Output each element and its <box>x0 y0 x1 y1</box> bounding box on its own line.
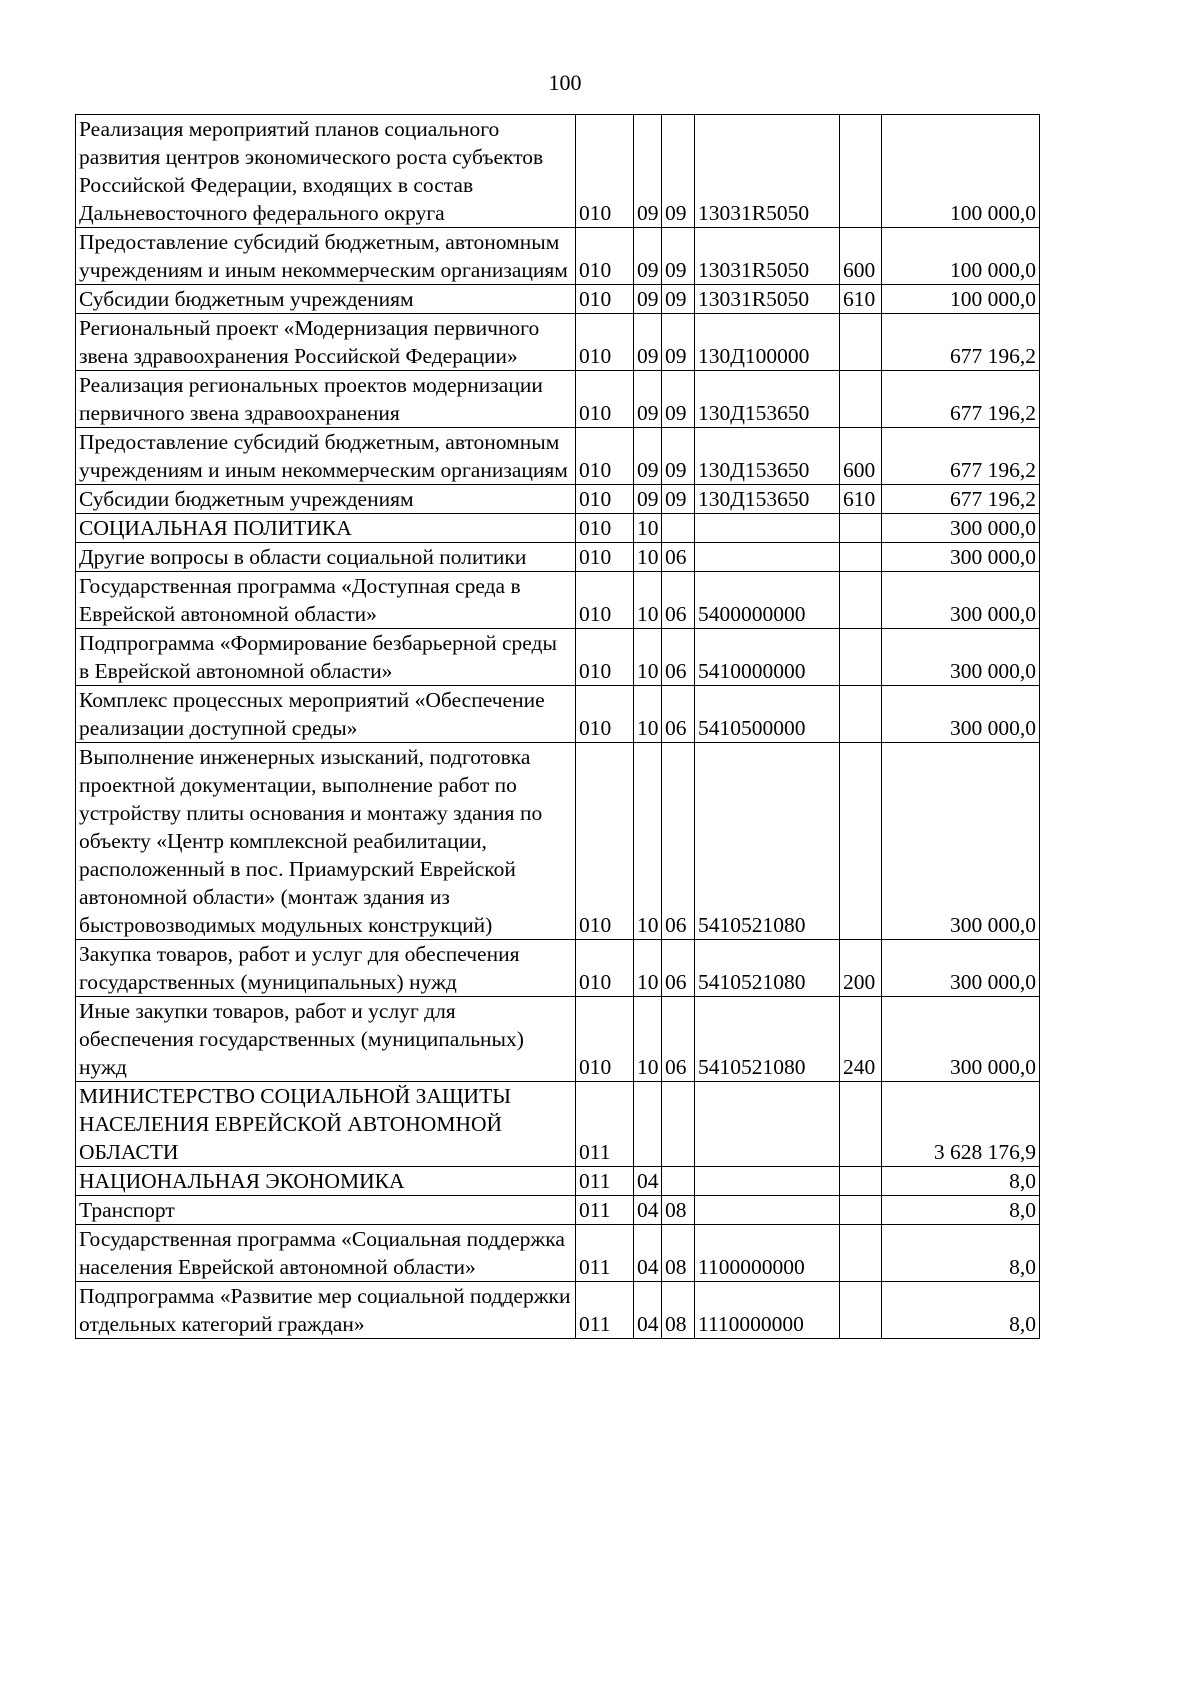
row-code: 010 <box>576 997 634 1082</box>
row-target-article: 5400000000 <box>695 572 840 629</box>
row-target-article: 130Д100000 <box>695 314 840 371</box>
row-subsection: 06 <box>662 997 695 1082</box>
row-expense-type <box>840 743 882 940</box>
row-amount: 300 000,0 <box>882 572 1040 629</box>
table-row <box>76 629 1040 686</box>
row-subsection: 06 <box>662 629 695 686</box>
row-section: 10 <box>634 686 662 743</box>
table-row <box>76 1082 1040 1167</box>
table-row <box>76 940 1040 997</box>
table-row <box>76 997 1040 1082</box>
budget-table-body <box>76 115 1040 1339</box>
row-section: 10 <box>634 743 662 940</box>
row-code: 010 <box>576 115 634 228</box>
row-subsection <box>662 1167 695 1196</box>
row-section: 09 <box>634 228 662 285</box>
row-code: 011 <box>576 1196 634 1225</box>
row-subsection: 06 <box>662 686 695 743</box>
row-subsection: 09 <box>662 371 695 428</box>
table-row <box>76 314 1040 371</box>
row-expense-type <box>840 1225 882 1282</box>
table-row <box>76 686 1040 743</box>
table-row <box>76 543 1040 572</box>
row-name: СОЦИАЛЬНАЯ ПОЛИТИКА <box>76 514 576 543</box>
table-row <box>76 228 1040 285</box>
row-section: 09 <box>634 314 662 371</box>
table-row <box>76 428 1040 485</box>
table-row <box>76 572 1040 629</box>
row-amount: 300 000,0 <box>882 514 1040 543</box>
table-row <box>76 514 1040 543</box>
row-amount: 100 000,0 <box>882 228 1040 285</box>
row-expense-type: 240 <box>840 997 882 1082</box>
row-amount: 300 000,0 <box>882 629 1040 686</box>
row-target-article: 130Д153650 <box>695 371 840 428</box>
table-row <box>76 371 1040 428</box>
row-name: Иные закупки товаров, работ и услуг для обеспечения государственных (муниципальных) нужд <box>76 997 576 1082</box>
row-name: Выполнение инженерных изысканий, подготовка проектной документации, выполнение работ по устройству плиты основания и монтажу здания по объекту «Центр комплексной реабилитации, расположенный в пос. Приамурский Еврейской автономной области» (монтаж здания из быстровозводимых модульных конструкций) <box>76 743 576 940</box>
row-expense-type <box>840 572 882 629</box>
page-number: 100 <box>548 70 582 95</box>
row-subsection: 09 <box>662 314 695 371</box>
row-code: 010 <box>576 485 634 514</box>
row-name: Субсидии бюджетным учреждениям <box>76 285 576 314</box>
row-section: 09 <box>634 115 662 228</box>
row-subsection: 08 <box>662 1196 695 1225</box>
row-target-article: 13031R5050 <box>695 228 840 285</box>
row-name: Государственная программа «Социальная поддержка населения Еврейской автономной области» <box>76 1225 576 1282</box>
row-code: 011 <box>576 1082 634 1167</box>
row-target-article: 5410500000 <box>695 686 840 743</box>
row-target-article <box>695 514 840 543</box>
row-code: 011 <box>576 1225 634 1282</box>
row-section: 09 <box>634 371 662 428</box>
row-subsection: 08 <box>662 1225 695 1282</box>
row-amount: 8,0 <box>882 1225 1040 1282</box>
row-amount: 300 000,0 <box>882 940 1040 997</box>
row-name: Реализация мероприятий планов социального развития центров экономического роста субъектов Российской Федерации, входящих в состав Дальневосточного федерального округа <box>76 115 576 228</box>
table-row <box>76 1196 1040 1225</box>
row-code: 010 <box>576 228 634 285</box>
row-target-article: 130Д153650 <box>695 428 840 485</box>
row-section: 04 <box>634 1282 662 1339</box>
row-section: 09 <box>634 428 662 485</box>
row-target-article: 130Д153650 <box>695 485 840 514</box>
row-amount: 677 196,2 <box>882 314 1040 371</box>
row-target-article: 5410000000 <box>695 629 840 686</box>
row-expense-type: 610 <box>840 485 882 514</box>
row-name: Подпрограмма «Формирование безбарьерной среды в Еврейской автономной области» <box>76 629 576 686</box>
row-amount: 677 196,2 <box>882 485 1040 514</box>
row-subsection: 09 <box>662 485 695 514</box>
row-section: 04 <box>634 1196 662 1225</box>
row-name: Субсидии бюджетным учреждениям <box>76 485 576 514</box>
row-target-article: 1110000000 <box>695 1282 840 1339</box>
row-expense-type <box>840 514 882 543</box>
row-name: Предоставление субсидий бюджетным, автономным учреждениям и иным некоммерческим организациям <box>76 228 576 285</box>
row-target-article: 13031R5050 <box>695 285 840 314</box>
row-name: МИНИСТЕРСТВО СОЦИАЛЬНОЙ ЗАЩИТЫ НАСЕЛЕНИЯ ЕВРЕЙСКОЙ АВТОНОМНОЙ ОБЛАСТИ <box>76 1082 576 1167</box>
row-expense-type <box>840 115 882 228</box>
row-code: 010 <box>576 428 634 485</box>
row-amount: 300 000,0 <box>882 997 1040 1082</box>
row-section <box>634 1082 662 1167</box>
row-subsection: 06 <box>662 543 695 572</box>
row-target-article <box>695 1196 840 1225</box>
row-expense-type <box>840 686 882 743</box>
row-section: 09 <box>634 285 662 314</box>
row-subsection: 09 <box>662 115 695 228</box>
row-expense-type <box>840 1167 882 1196</box>
row-name: Подпрограмма «Развитие мер социальной поддержки отдельных категорий граждан» <box>76 1282 576 1339</box>
row-name: НАЦИОНАЛЬНАЯ ЭКОНОМИКА <box>76 1167 576 1196</box>
row-expense-type <box>840 629 882 686</box>
row-code: 010 <box>576 285 634 314</box>
row-name: Комплекс процессных мероприятий «Обеспечение реализации доступной среды» <box>76 686 576 743</box>
row-amount: 677 196,2 <box>882 371 1040 428</box>
row-subsection: 09 <box>662 428 695 485</box>
row-amount: 677 196,2 <box>882 428 1040 485</box>
row-expense-type <box>840 1282 882 1339</box>
row-name: Закупка товаров, работ и услуг для обеспечения государственных (муниципальных) нужд <box>76 940 576 997</box>
row-amount: 3 628 176,9 <box>882 1082 1040 1167</box>
table-row <box>76 285 1040 314</box>
row-target-article: 5410521080 <box>695 940 840 997</box>
row-expense-type: 600 <box>840 228 882 285</box>
row-code: 010 <box>576 629 634 686</box>
row-subsection: 06 <box>662 572 695 629</box>
table-row <box>76 1282 1040 1339</box>
row-code: 010 <box>576 371 634 428</box>
row-target-article: 13031R5050 <box>695 115 840 228</box>
row-section: 04 <box>634 1167 662 1196</box>
row-code: 010 <box>576 314 634 371</box>
row-expense-type: 600 <box>840 428 882 485</box>
table-row <box>76 1167 1040 1196</box>
row-section: 04 <box>634 1225 662 1282</box>
row-section: 10 <box>634 997 662 1082</box>
row-amount: 8,0 <box>882 1167 1040 1196</box>
row-amount: 8,0 <box>882 1196 1040 1225</box>
row-section: 09 <box>634 485 662 514</box>
row-section: 10 <box>634 543 662 572</box>
row-subsection <box>662 514 695 543</box>
row-amount: 100 000,0 <box>882 115 1040 228</box>
row-name: Реализация региональных проектов модернизации первичного звена здравоохранения <box>76 371 576 428</box>
row-name: Другие вопросы в области социальной политики <box>76 543 576 572</box>
row-section: 10 <box>634 629 662 686</box>
row-subsection <box>662 1082 695 1167</box>
row-name: Региональный проект «Модернизация первичного звена здравоохранения Российской Федерации» <box>76 314 576 371</box>
row-expense-type <box>840 1082 882 1167</box>
row-subsection: 09 <box>662 228 695 285</box>
row-subsection: 08 <box>662 1282 695 1339</box>
row-code: 010 <box>576 686 634 743</box>
row-expense-type <box>840 1196 882 1225</box>
row-code: 010 <box>576 543 634 572</box>
table-row <box>76 1225 1040 1282</box>
table-row <box>76 743 1040 940</box>
row-expense-type <box>840 314 882 371</box>
row-section: 10 <box>634 940 662 997</box>
row-expense-type: 610 <box>840 285 882 314</box>
row-target-article: 5410521080 <box>695 997 840 1082</box>
row-section: 10 <box>634 514 662 543</box>
budget-table <box>75 114 1040 1339</box>
row-expense-type: 200 <box>840 940 882 997</box>
row-name: Предоставление субсидий бюджетным, автономным учреждениям и иным некоммерческим организациям <box>76 428 576 485</box>
row-section: 10 <box>634 572 662 629</box>
row-expense-type <box>840 543 882 572</box>
row-subsection: 06 <box>662 743 695 940</box>
row-name: Транспорт <box>76 1196 576 1225</box>
row-subsection: 06 <box>662 940 695 997</box>
table-row <box>76 115 1040 228</box>
row-amount: 8,0 <box>882 1282 1040 1339</box>
row-code: 011 <box>576 1167 634 1196</box>
row-code: 010 <box>576 743 634 940</box>
row-amount: 300 000,0 <box>882 743 1040 940</box>
row-amount: 300 000,0 <box>882 543 1040 572</box>
table-row <box>76 485 1040 514</box>
row-code: 011 <box>576 1282 634 1339</box>
row-name: Государственная программа «Доступная среда в Еврейской автономной области» <box>76 572 576 629</box>
row-expense-type <box>840 371 882 428</box>
row-target-article <box>695 1082 840 1167</box>
row-subsection: 09 <box>662 285 695 314</box>
row-target-article: 1100000000 <box>695 1225 840 1282</box>
row-target-article: 5410521080 <box>695 743 840 940</box>
row-code: 010 <box>576 940 634 997</box>
row-code: 010 <box>576 514 634 543</box>
row-amount: 300 000,0 <box>882 686 1040 743</box>
row-amount: 100 000,0 <box>882 285 1040 314</box>
row-target-article <box>695 543 840 572</box>
row-code: 010 <box>576 572 634 629</box>
row-target-article <box>695 1167 840 1196</box>
